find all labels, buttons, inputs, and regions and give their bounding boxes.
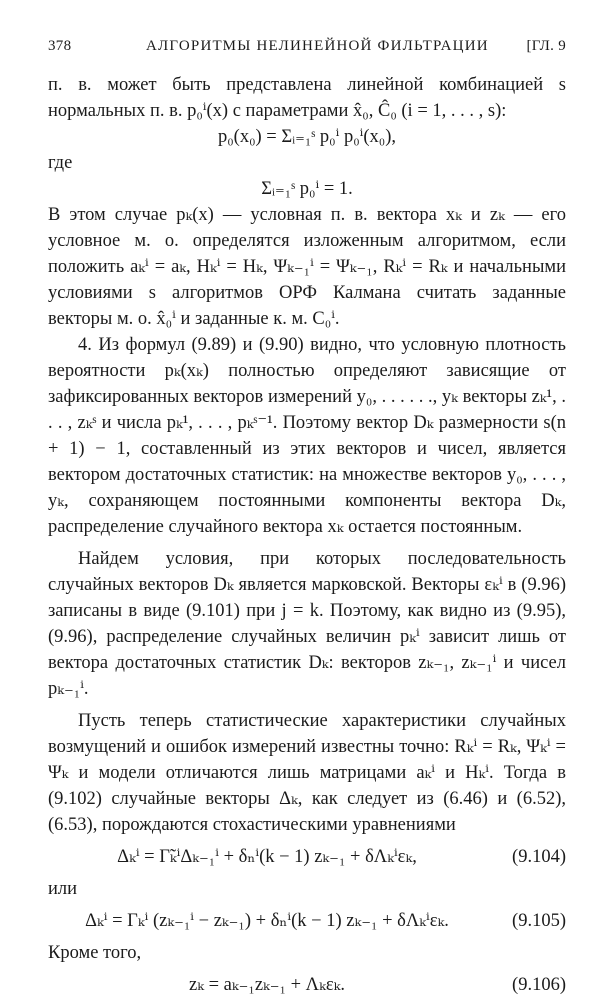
equation-number: (9.105) xyxy=(512,911,566,931)
equation-body: zₖ = aₖ₋₁zₖ₋₁ + Λₖεₖ. xyxy=(189,975,345,995)
running-title: АЛГОРИТМЫ НЕЛИНЕЙНОЙ ФИЛЬТРАЦИИ xyxy=(146,38,489,54)
paragraph-stochastic-equations: Пусть теперь статистические характеристики случайных возмущений и ошибок измерений известны точно: Rₖⁱ = Rₖ, Ψₖⁱ = Ψₖ и модели отличаются лишь матрицами aₖⁱ и Hₖⁱ. Тогда в (9.102) случайные векторы Δₖ, как следует из (6.46) и (6.52), (6.53), порождаются стохастическими уравнениями xyxy=(48,711,566,835)
equation-9-106 xyxy=(48,972,566,998)
equation-9-105 xyxy=(48,908,566,934)
text-line-intro: п. в. может быть представлена линейной комбинацией s нормальных п. в. p₀ⁱ(x) с параметрами x̂₀, Ĉ₀ (i = 1, . . . , s): xyxy=(48,75,566,121)
page-body xyxy=(48,72,566,1004)
equation-body: Δₖⁱ = Γₖⁱ (zₖ₋₁ⁱ − zₖ₋₁) + δₙⁱ(k − 1) zₖ₋₁ + δΛₖⁱεₖ. xyxy=(85,911,449,931)
chapter-marker: [ГЛ. 9 xyxy=(526,38,566,54)
text-or: или xyxy=(48,879,78,899)
equation-number: (9.104) xyxy=(512,847,566,867)
text-besides: Кроме того, xyxy=(48,943,142,963)
text-where: где xyxy=(48,153,73,173)
formula-mixture: p₀(x₀) = Σᵢ₌₁ˢ p₀ⁱ p₀ⁱ(x₀), xyxy=(217,127,397,147)
equation-body: Δₖⁱ = Γ̃ₖⁱΔₖ₋₁ⁱ + δₙⁱ(k − 1) zₖ₋₁ + δΛₖⁱεₖ, xyxy=(117,847,417,867)
paragraph-markov-conditions: Найдем условия, при которых последовательность случайных векторов Dₖ является марковской. Векторы εₖⁱ в (9.96) записаны в виде (9.101) при j = k. Поэтому, как видно из (9.95), (9.96), распределение случайных величин pₖⁱ зависит лишь от вектора достаточных статистик Dₖ: векторов zₖ₋₁, zₖ₋₁ⁱ и чисел pₖ₋₁ⁱ. xyxy=(48,549,566,699)
paragraph-sufficient-statistics: 4. Из формул (9.89) и (9.90) видно, что условную плотность вероятности pₖ(xₖ) полностью определяют зависящие от зафиксированных векторов измерений y₀, . . . . . ., yₖ векторы zₖ¹, . . . , zₖˢ и числа pₖ¹, . . . , pₖˢ⁻¹. Поэтому вектор Dₖ размерности s(n + 1) − 1, составленный из этих векторов и чисел, является вектором достаточных статистик: на множестве векторов y₀, . . . , yₖ, сохраняющем постоянными компоненты вектора Dₖ, распределение случайного вектора xₖ остается постоянным. xyxy=(48,335,566,537)
equation-number: (9.106) xyxy=(512,975,566,995)
page-number: 378 xyxy=(48,38,72,54)
formula-normalization: Σᵢ₌₁ˢ p₀ⁱ = 1. xyxy=(261,179,353,199)
paragraph-conditional-density: В этом случае pₖ(x) — условная п. в. вектора xₖ и zₖ — его условное м. о. определятся изложенным алгоритмом, если положить aₖⁱ = aₖ, Hₖⁱ = Hₖ, Ψₖ₋₁ⁱ = Ψₖ₋₁, Rₖⁱ = Rₖ и начальными условиями s алгоритмов ОРФ Калмана считать заданные векторы м. о. x̂₀ⁱ и заданные к. м. C₀ⁱ. xyxy=(48,205,566,329)
equation-9-104 xyxy=(48,844,566,870)
